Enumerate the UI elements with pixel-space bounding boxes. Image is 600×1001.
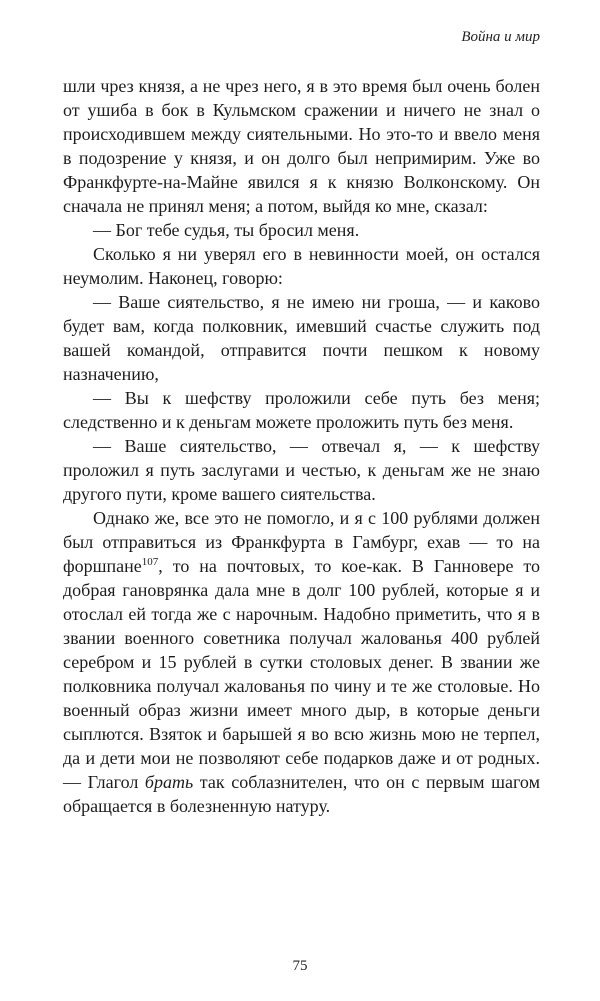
page-number: 75 <box>292 958 308 974</box>
paragraph: — Ваше сиятельство, — отвечал я, — к шефству проложил я путь заслугами и честью, к деньгам же не знаю другого пути, кроме вашего сиятельства. <box>63 436 540 504</box>
paragraph: Сколько я ни уверял его в невинности моей, он остался неумолим. Наконец, говорю: <box>63 244 540 288</box>
paragraph: — Вы к шефству проложили себе путь без меня; следственно и к деньгам можете проложить путь без меня. <box>63 388 540 432</box>
paragraph-text: , то на почтовых, то кое-как. В Ганновере то добрая гановрянка дала мне в долг 100 рублей, которые я и отослал ей тогда же с нарочным. Надобно приметить, что я в звании военного советника получал жалованья 400 рублей серебром и 15 рублей в сутки столовых денег. В звании же полковника получал жалованья по чину и те же столовые. Но военный образ жизни имеет много дыр, в которые деньги сыплются. Взяток и барышей я во всю жизнь мою не терпел, да и дети мои не позволяют себе подарков даже и от родных. — Глагол <box>63 556 540 792</box>
paragraph-text: так соблазнителен, что он с первым шагом обращается в болезненную натуру. <box>63 772 540 816</box>
paragraph: шли чрез князя, а не чрез него, я в это время был очень болен от ушиба в бок в Кульмском сражении и ничего не знал о происходившем между сиятельными. Но это-то и ввело меня в подозрение у князя, и он долго был непримирим. Уже во Франкфурте-на-Майне явился я к князю Волконскому. Он сначала не принял меня; а потом, выйдя ко мне, сказал: <box>63 76 540 216</box>
italic-word: брать <box>144 772 194 792</box>
page-body <box>63 74 540 818</box>
running-title: Война и мир <box>461 29 540 45</box>
paragraph <box>63 506 540 818</box>
footnote-reference: 107 <box>141 556 159 568</box>
paragraph: — Ваше сиятельство, я не имею ни гроша, — и каково будет вам, когда полковник, имевший счастье служить под вашей командой, отправится почти пешком к новому назначению, <box>63 292 540 384</box>
paragraph: — Бог тебе судья, ты бросил меня. <box>93 220 360 240</box>
paragraph-text: Однако же, все это не помогло, и я с 100 рублями должен был отправиться из Франкфурта в Гамбург, ехав — то на форшпане <box>63 508 540 576</box>
running-header <box>63 28 540 46</box>
